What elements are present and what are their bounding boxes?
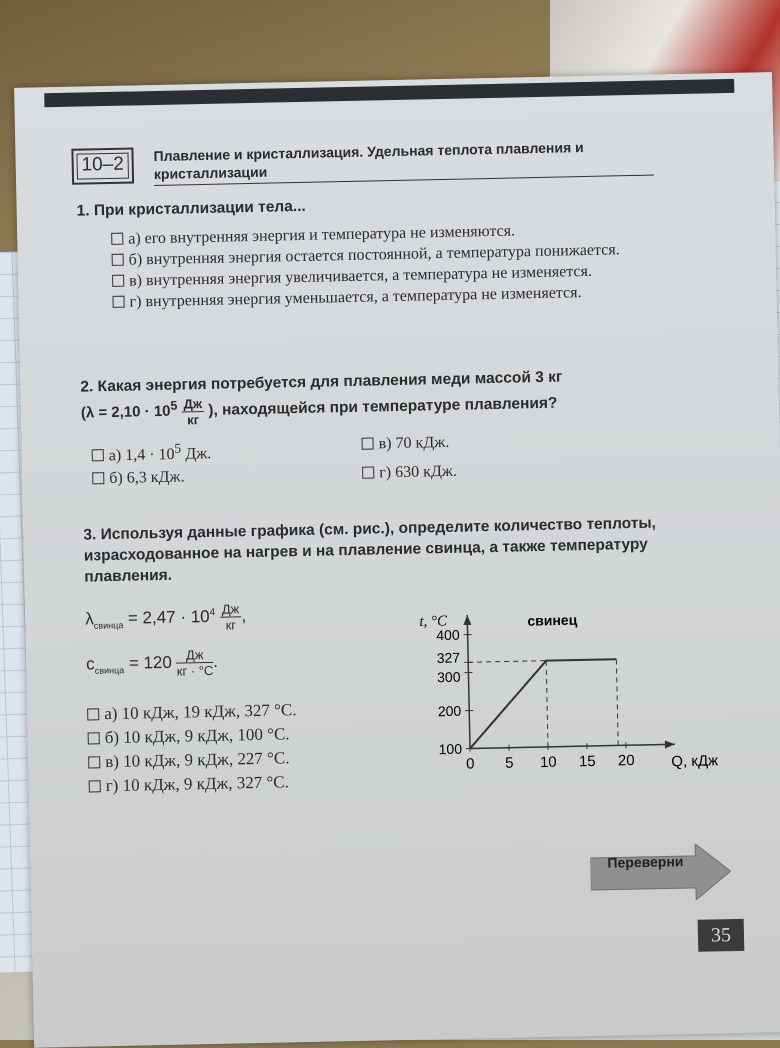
unit-denominator: кг · °С xyxy=(177,663,214,679)
y-tick-label: 300 xyxy=(437,669,461,685)
option-text: г) 630 кДж. xyxy=(379,463,457,482)
worksheet-page xyxy=(14,72,780,1048)
y-axis-arrow xyxy=(463,615,471,625)
question-1-title: 1. При кристаллизации тела... xyxy=(76,188,696,222)
c-subscript: свинца xyxy=(95,665,125,676)
chart-title: свинец xyxy=(527,612,578,629)
option-text: б) 10 кДж, 9 кДж, 100 °С. xyxy=(105,724,290,747)
lambda-unit-fraction xyxy=(220,601,242,632)
option-text: в) 10 кДж, 9 кДж, 227 °С. xyxy=(105,748,290,771)
unit-fraction xyxy=(181,396,204,427)
section-title: Плавление и кристаллизация. Удельная теплота плавления и кристаллизации xyxy=(153,137,654,186)
x-tick-label: 5 xyxy=(505,755,514,772)
lambda-subscript: свинца xyxy=(94,620,124,631)
turn-page-arrow xyxy=(590,843,731,902)
option-text: а) его внутренняя энергия и температура не изменяются. xyxy=(128,222,515,247)
x-axis-label: Q, кДж xyxy=(671,752,718,770)
c-symbol: c xyxy=(86,654,95,673)
y-tick-label: 200 xyxy=(438,703,462,719)
checkbox[interactable] xyxy=(112,275,124,287)
question-2-title-text: 2. Какая энергия потребуется для плавления меди массой 3 кг xyxy=(80,369,562,396)
option-suffix: Дж. xyxy=(181,445,211,463)
lambda-exponent: 4 xyxy=(209,607,215,618)
lead-heating-chart xyxy=(414,571,718,777)
guide-line xyxy=(616,659,618,745)
option-text: б) 6,3 кДж. xyxy=(109,468,185,487)
option-text: в) 70 кДж. xyxy=(378,433,449,451)
y-tick-label: 327 xyxy=(437,649,461,665)
option-text: а) 1,4 · 10 xyxy=(109,446,175,464)
checkbox[interactable] xyxy=(111,233,123,245)
lambda-lead-formula: $\lambda_{свинца} = 2,47 \cdot 10^4$ $\frac{Дж}{кг}$ , xyxy=(85,598,416,636)
unit-numerator: Дж xyxy=(181,396,204,412)
checkbox[interactable] xyxy=(361,437,373,449)
lambda-value: = 2,47 · 10 xyxy=(123,607,210,628)
checkbox[interactable] xyxy=(88,732,100,744)
question-1 xyxy=(76,188,698,314)
turn-page-label: Переверни xyxy=(607,853,683,871)
question-2 xyxy=(80,363,722,489)
option-text: г) внутренняя энергия уменьшается, а температура не изменяется. xyxy=(129,284,581,310)
lambda-symbol: λ xyxy=(85,609,94,628)
lambda-prefix: (λ = 2,10 · 10 xyxy=(81,403,171,422)
x-tick-label: 10 xyxy=(540,754,557,771)
lambda-exponent: 5 xyxy=(170,399,177,413)
checkbox[interactable] xyxy=(112,296,124,308)
unit-numerator: Дж xyxy=(220,601,242,617)
guide-line xyxy=(468,661,546,663)
question-3-options xyxy=(87,696,419,799)
option-text: б) внутренняя энергия остается постоянной, а температура понижается. xyxy=(129,241,620,268)
lambda-formula xyxy=(81,402,209,422)
checkbox[interactable] xyxy=(89,780,101,792)
c-lead-formula: $c_{свинца} = 120$ $\frac{Дж}{кг \cdot ^\circ С}$ . xyxy=(86,643,417,681)
question-3-data xyxy=(85,598,419,799)
checkbox[interactable] xyxy=(92,449,104,461)
c-value: = 120 xyxy=(124,653,172,673)
question-3 xyxy=(83,511,724,587)
option-text: в) внутренняя энергия увеличивается, а температура не изменяется. xyxy=(129,263,592,290)
page-content xyxy=(55,133,715,147)
checkbox[interactable] xyxy=(92,472,104,484)
c-unit-fraction xyxy=(176,647,213,679)
section-number: 10–2 xyxy=(71,147,134,184)
question-2-options xyxy=(91,426,722,490)
guide-line xyxy=(546,661,548,747)
checkbox[interactable] xyxy=(87,708,99,720)
unit-denominator: кг xyxy=(220,617,242,632)
unit-numerator: Дж xyxy=(176,647,213,664)
question-2-option-g[interactable] xyxy=(362,456,662,483)
y-tick-label: 100 xyxy=(438,741,462,757)
y-axis-label: t, °С xyxy=(419,613,448,630)
option-exponent: 5 xyxy=(174,440,181,455)
question-3-title: 3. Используя данные графика (см. рис.), определите количество теплоты, израсходованное на нагрев и на плавление свинца, а также температуру плавления. xyxy=(83,511,724,587)
checkbox[interactable] xyxy=(88,756,100,768)
x-tick-label: 0 xyxy=(466,755,475,772)
temperature-line xyxy=(468,659,618,748)
page-number: 35 xyxy=(698,919,745,952)
x-axis xyxy=(470,744,675,748)
checkbox[interactable] xyxy=(112,254,124,266)
unit-denominator: кг xyxy=(182,412,205,427)
x-tick-label: 15 xyxy=(579,753,596,770)
x-tick-label: 20 xyxy=(618,752,635,769)
option-text: г) 10 кДж, 9 кДж, 327 °С. xyxy=(106,772,290,795)
checkbox[interactable] xyxy=(362,466,374,478)
question-2-title xyxy=(80,363,721,429)
y-tick-label: 400 xyxy=(436,627,460,643)
option-text: а) 10 кДж, 19 кДж, 327 °С. xyxy=(104,700,297,723)
x-axis-arrow xyxy=(665,740,675,748)
question-2-option-b[interactable] xyxy=(92,463,362,490)
question-2-option-v[interactable] xyxy=(361,427,662,461)
question-2-title-end: ), находящейся при температуре плавления? xyxy=(208,395,557,419)
question-2-option-a[interactable] xyxy=(91,433,362,466)
